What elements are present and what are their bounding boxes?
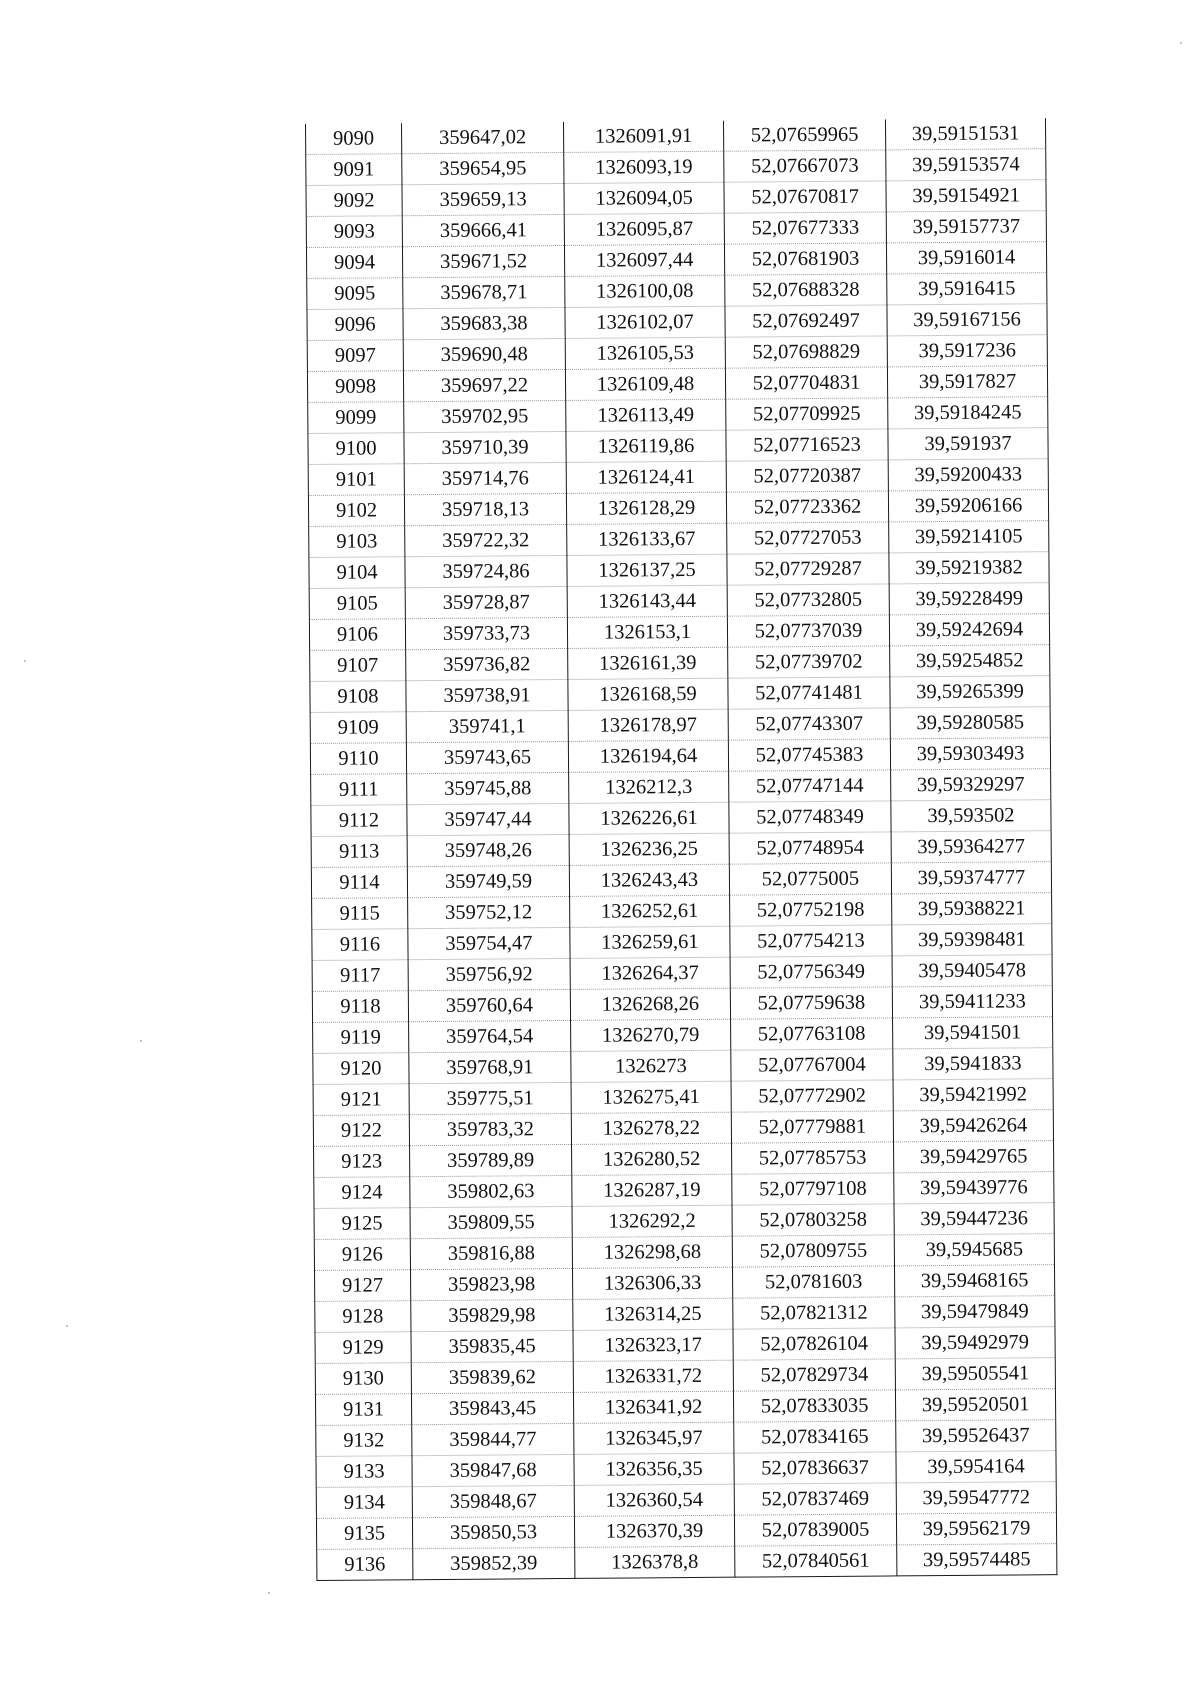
point-number-cell: 9097 <box>307 340 403 372</box>
point-number-cell: 9135 <box>316 1518 412 1550</box>
table-row <box>312 893 1052 930</box>
table-row <box>309 614 1049 651</box>
y-coordinate-cell: 1326278,22 <box>571 1112 731 1144</box>
point-number-cell: 9133 <box>316 1456 412 1488</box>
latitude-cell: 52,07743307 <box>728 708 890 740</box>
scan-speck <box>24 660 26 662</box>
table-row <box>313 1017 1053 1054</box>
point-number-cell: 9112 <box>311 805 407 837</box>
longitude-cell: 39,59388221 <box>892 893 1052 925</box>
x-coordinate-cell: 359690,48 <box>403 338 565 370</box>
point-number-cell: 9123 <box>314 1146 410 1178</box>
longitude-cell: 39,59151531 <box>885 118 1045 150</box>
longitude-cell: 39,59374777 <box>891 862 1051 894</box>
x-coordinate-cell: 359843,45 <box>411 1392 573 1424</box>
x-coordinate-cell: 359647,02 <box>401 122 563 154</box>
x-coordinate-cell: 359816,88 <box>410 1237 572 1269</box>
table-row <box>313 1048 1053 1085</box>
longitude-cell: 39,59505541 <box>895 1358 1055 1390</box>
point-number-cell: 9101 <box>308 464 404 496</box>
x-coordinate-cell: 359702,95 <box>404 400 566 432</box>
x-coordinate-cell: 359839,62 <box>411 1361 573 1393</box>
latitude-cell: 52,07834165 <box>734 1421 896 1453</box>
longitude-cell: 39,5945685 <box>894 1234 1054 1266</box>
longitude-cell: 39,59200433 <box>888 459 1048 491</box>
latitude-cell: 52,07709925 <box>726 398 888 430</box>
point-number-cell: 9104 <box>309 557 405 589</box>
latitude-cell: 52,07833035 <box>733 1390 895 1422</box>
longitude-cell: 39,59547772 <box>896 1482 1056 1514</box>
x-coordinate-cell: 359760,64 <box>408 989 570 1021</box>
table-row <box>307 366 1047 403</box>
table-row <box>307 304 1047 341</box>
latitude-cell: 52,07737039 <box>727 615 889 647</box>
x-coordinate-cell: 359749,59 <box>407 865 569 897</box>
latitude-cell: 52,07741481 <box>728 677 890 709</box>
latitude-cell: 52,07732805 <box>727 584 889 616</box>
longitude-cell: 39,59167156 <box>887 304 1047 336</box>
table-row <box>306 180 1046 217</box>
x-coordinate-cell: 359722,32 <box>405 524 567 556</box>
point-number-cell: 9096 <box>307 309 403 341</box>
y-coordinate-cell: 1326128,29 <box>566 492 726 524</box>
y-coordinate-cell: 1326259,61 <box>570 926 730 958</box>
x-coordinate-cell: 359743,65 <box>406 741 568 773</box>
scan-speck <box>1180 42 1182 44</box>
longitude-cell: 39,59153574 <box>886 149 1046 181</box>
latitude-cell: 52,07785753 <box>732 1142 894 1174</box>
longitude-cell: 39,59265399 <box>890 676 1050 708</box>
table-row <box>308 459 1048 496</box>
point-number-cell: 9094 <box>306 247 402 279</box>
y-coordinate-cell: 1326194,64 <box>568 740 728 772</box>
latitude-cell: 52,07723362 <box>726 491 888 523</box>
table-row <box>313 1079 1053 1116</box>
point-number-cell: 9117 <box>312 960 408 992</box>
longitude-cell: 39,593502 <box>891 800 1051 832</box>
table-row <box>312 955 1052 992</box>
latitude-cell: 52,07829734 <box>733 1359 895 1391</box>
point-number-cell: 9105 <box>309 588 405 620</box>
point-number-cell: 9090 <box>305 123 401 154</box>
table-row <box>315 1358 1055 1395</box>
longitude-cell: 39,59411233 <box>892 986 1052 1018</box>
y-coordinate-cell: 1326298,68 <box>572 1236 732 1268</box>
longitude-cell: 39,59520501 <box>895 1389 1055 1421</box>
x-coordinate-cell: 359738,91 <box>406 679 568 711</box>
table-row <box>306 211 1046 248</box>
longitude-cell: 39,59526437 <box>896 1420 1056 1452</box>
x-coordinate-cell: 359733,73 <box>405 617 567 649</box>
y-coordinate-cell: 1326268,26 <box>570 988 730 1020</box>
latitude-cell: 52,07688328 <box>725 274 887 306</box>
latitude-cell: 52,07727053 <box>727 522 889 554</box>
latitude-cell: 52,07692497 <box>725 305 887 337</box>
x-coordinate-cell: 359752,12 <box>408 896 570 928</box>
latitude-cell: 52,07729287 <box>727 553 889 585</box>
x-coordinate-cell: 359809,55 <box>410 1206 572 1238</box>
x-coordinate-cell: 359697,22 <box>403 369 565 401</box>
point-number-cell: 9132 <box>316 1425 412 1457</box>
x-coordinate-cell: 359671,52 <box>402 245 564 277</box>
latitude-cell: 52,07797108 <box>732 1173 894 1205</box>
latitude-cell: 52,07720387 <box>726 460 888 492</box>
y-coordinate-cell: 1326287,19 <box>572 1174 732 1206</box>
table-row <box>314 1234 1054 1271</box>
y-coordinate-cell: 1326275,41 <box>571 1081 731 1113</box>
longitude-cell: 39,59154921 <box>886 180 1046 212</box>
table-row <box>312 986 1052 1023</box>
point-number-cell: 9109 <box>310 712 406 744</box>
table-row <box>309 521 1049 558</box>
point-number-cell: 9115 <box>312 898 408 930</box>
longitude-cell: 39,59439776 <box>894 1172 1054 1204</box>
x-coordinate-cell: 359683,38 <box>403 307 565 339</box>
longitude-cell: 39,59398481 <box>892 924 1052 956</box>
latitude-cell: 52,07716523 <box>726 429 888 461</box>
y-coordinate-cell: 1326178,97 <box>568 709 728 741</box>
y-coordinate-cell: 1326280,52 <box>572 1143 732 1175</box>
table-row <box>308 397 1048 434</box>
y-coordinate-cell: 1326226,61 <box>569 802 729 834</box>
point-number-cell: 9114 <box>311 867 407 899</box>
longitude-cell: 39,59429765 <box>894 1141 1054 1173</box>
longitude-cell: 39,59303493 <box>890 738 1050 770</box>
latitude-cell: 52,07704831 <box>725 367 887 399</box>
table-row <box>316 1513 1056 1550</box>
latitude-cell: 52,07809755 <box>732 1235 894 1267</box>
latitude-cell: 52,07681903 <box>724 243 886 275</box>
table-row <box>314 1141 1054 1178</box>
y-coordinate-cell: 1326097,44 <box>564 244 724 276</box>
x-coordinate-cell: 359823,98 <box>411 1268 573 1300</box>
scan-speck <box>268 1592 270 1594</box>
y-coordinate-cell: 1326100,08 <box>565 275 725 307</box>
table-row <box>307 335 1047 372</box>
longitude-cell: 39,59492979 <box>895 1327 1055 1359</box>
table-row <box>310 707 1050 744</box>
longitude-cell: 39,59468165 <box>894 1265 1054 1297</box>
y-coordinate-cell: 1326252,61 <box>570 895 730 927</box>
longitude-cell: 39,59219382 <box>889 552 1049 584</box>
point-number-cell: 9122 <box>313 1115 409 1147</box>
table-row <box>314 1203 1054 1240</box>
x-coordinate-cell: 359848,67 <box>412 1485 574 1517</box>
x-coordinate-cell: 359764,54 <box>409 1020 571 1052</box>
x-coordinate-cell: 359802,63 <box>410 1175 572 1207</box>
x-coordinate-cell: 359847,68 <box>412 1454 574 1486</box>
latitude-cell: 52,07748349 <box>729 801 891 833</box>
y-coordinate-cell: 1326093,19 <box>564 151 724 183</box>
longitude-cell: 39,5916014 <box>886 242 1046 274</box>
x-coordinate-cell: 359768,91 <box>409 1051 571 1083</box>
y-coordinate-cell: 1326323,17 <box>573 1329 733 1361</box>
x-coordinate-cell: 359775,51 <box>409 1082 571 1114</box>
latitude-cell: 52,07840561 <box>735 1545 897 1577</box>
coordinates-table <box>305 118 1057 1581</box>
table-row <box>307 273 1047 310</box>
latitude-cell: 52,0781603 <box>732 1266 894 1298</box>
latitude-cell: 52,07739702 <box>728 646 890 678</box>
longitude-cell: 39,59206166 <box>888 490 1048 522</box>
longitude-cell: 39,59426264 <box>893 1110 1053 1142</box>
point-number-cell: 9131 <box>315 1394 411 1426</box>
latitude-cell: 52,07745383 <box>728 739 890 771</box>
point-number-cell: 9121 <box>313 1084 409 1116</box>
table-row <box>311 769 1051 806</box>
y-coordinate-cell: 1326105,53 <box>565 337 725 369</box>
longitude-cell: 39,59562179 <box>896 1513 1056 1545</box>
y-coordinate-cell: 1326168,59 <box>568 678 728 710</box>
x-coordinate-cell: 359714,76 <box>404 462 566 494</box>
latitude-cell: 52,07837469 <box>734 1483 896 1515</box>
y-coordinate-cell: 1326356,35 <box>574 1453 734 1485</box>
point-number-cell: 9103 <box>309 526 405 558</box>
latitude-cell: 52,07759638 <box>730 987 892 1019</box>
latitude-cell: 52,07659965 <box>723 119 885 151</box>
y-coordinate-cell: 1326378,8 <box>575 1546 735 1578</box>
x-coordinate-cell: 359718,13 <box>404 493 566 525</box>
latitude-cell: 52,07747144 <box>729 770 891 802</box>
longitude-cell: 39,5917236 <box>887 335 1047 367</box>
latitude-cell: 52,07677333 <box>724 212 886 244</box>
longitude-cell: 39,59254852 <box>890 645 1050 677</box>
y-coordinate-cell: 1326094,05 <box>564 182 724 214</box>
point-number-cell: 9098 <box>307 371 403 403</box>
table-row <box>310 645 1050 682</box>
longitude-cell: 39,5941833 <box>893 1048 1053 1080</box>
table-row <box>311 800 1051 837</box>
longitude-cell: 39,59184245 <box>888 397 1048 429</box>
point-number-cell: 9120 <box>313 1053 409 1085</box>
y-coordinate-cell: 1326143,44 <box>567 585 727 617</box>
y-coordinate-cell: 1326243,43 <box>569 864 729 896</box>
y-coordinate-cell: 1326119,86 <box>566 430 726 462</box>
point-number-cell: 9092 <box>306 185 402 217</box>
longitude-cell: 39,59157737 <box>886 211 1046 243</box>
longitude-cell: 39,59479849 <box>895 1296 1055 1328</box>
x-coordinate-cell: 359678,71 <box>403 276 565 308</box>
x-coordinate-cell: 359783,32 <box>409 1113 571 1145</box>
longitude-cell: 39,5917827 <box>887 366 1047 398</box>
longitude-cell: 39,5916415 <box>887 273 1047 305</box>
latitude-cell: 52,07763108 <box>731 1018 893 1050</box>
x-coordinate-cell: 359748,26 <box>407 834 569 866</box>
longitude-cell: 39,59228499 <box>889 583 1049 615</box>
longitude-cell: 39,59447236 <box>894 1203 1054 1235</box>
y-coordinate-cell: 1326314,25 <box>573 1298 733 1330</box>
point-number-cell: 9111 <box>311 774 407 806</box>
longitude-cell: 39,59574485 <box>897 1544 1057 1576</box>
x-coordinate-cell: 359736,82 <box>406 648 568 680</box>
point-number-cell: 9118 <box>312 991 408 1023</box>
table-row <box>310 738 1050 775</box>
longitude-cell: 39,59405478 <box>892 955 1052 987</box>
latitude-cell: 52,07839005 <box>734 1514 896 1546</box>
table-row <box>309 583 1049 620</box>
point-number-cell: 9110 <box>310 743 406 775</box>
latitude-cell: 52,0775005 <box>729 863 891 895</box>
x-coordinate-cell: 359654,95 <box>402 152 564 184</box>
point-number-cell: 9116 <box>312 929 408 961</box>
table-row <box>315 1327 1055 1364</box>
point-number-cell: 9095 <box>307 278 403 310</box>
table-row <box>312 924 1052 961</box>
scan-speck <box>66 1325 68 1327</box>
y-coordinate-cell: 1326306,33 <box>572 1267 732 1299</box>
table-row <box>306 242 1046 279</box>
y-coordinate-cell: 1326095,87 <box>564 213 724 245</box>
longitude-cell: 39,59329297 <box>891 769 1051 801</box>
latitude-cell: 52,07779881 <box>731 1111 893 1143</box>
latitude-cell: 52,07748954 <box>729 832 891 864</box>
table-row <box>317 1544 1057 1581</box>
x-coordinate-cell: 359754,47 <box>408 927 570 959</box>
table-row <box>306 149 1046 186</box>
latitude-cell: 52,07756349 <box>730 956 892 988</box>
point-number-cell: 9127 <box>315 1270 411 1302</box>
table-row <box>315 1296 1055 1333</box>
x-coordinate-cell: 359724,86 <box>405 555 567 587</box>
y-coordinate-cell: 1326273 <box>571 1050 731 1082</box>
y-coordinate-cell: 1326264,37 <box>570 957 730 989</box>
x-coordinate-cell: 359659,13 <box>402 183 564 215</box>
point-number-cell: 9124 <box>314 1177 410 1209</box>
latitude-cell: 52,07803258 <box>732 1204 894 1236</box>
point-number-cell: 9106 <box>309 619 405 651</box>
y-coordinate-cell: 1326102,07 <box>565 306 725 338</box>
x-coordinate-cell: 359756,92 <box>408 958 570 990</box>
y-coordinate-cell: 1326345,97 <box>574 1422 734 1454</box>
table-row <box>309 552 1049 589</box>
point-number-cell: 9130 <box>315 1363 411 1395</box>
table-row <box>313 1110 1053 1147</box>
y-coordinate-cell: 1326137,25 <box>567 554 727 586</box>
coordinates-table-body <box>305 118 1056 1580</box>
y-coordinate-cell: 1326113,49 <box>566 399 726 431</box>
x-coordinate-cell: 359747,44 <box>407 803 569 835</box>
latitude-cell: 52,07826104 <box>733 1328 895 1360</box>
latitude-cell: 52,07670817 <box>724 181 886 213</box>
latitude-cell: 52,07667073 <box>724 150 886 182</box>
longitude-cell: 39,591937 <box>888 428 1048 460</box>
y-coordinate-cell: 1326292,2 <box>572 1205 732 1237</box>
point-number-cell: 9134 <box>316 1487 412 1519</box>
x-coordinate-cell: 359745,88 <box>407 772 569 804</box>
longitude-cell: 39,5941501 <box>893 1017 1053 1049</box>
x-coordinate-cell: 359728,87 <box>405 586 567 618</box>
table-row <box>310 676 1050 713</box>
y-coordinate-cell: 1326161,39 <box>568 647 728 679</box>
table-row <box>311 862 1051 899</box>
longitude-cell: 39,59242694 <box>889 614 1049 646</box>
point-number-cell: 9126 <box>314 1239 410 1271</box>
longitude-cell: 39,59364277 <box>891 831 1051 863</box>
x-coordinate-cell: 359710,39 <box>404 431 566 463</box>
y-coordinate-cell: 1326236,25 <box>569 833 729 865</box>
y-coordinate-cell: 1326360,54 <box>574 1484 734 1516</box>
latitude-cell: 52,07698829 <box>725 336 887 368</box>
latitude-cell: 52,07772902 <box>731 1080 893 1112</box>
point-number-cell: 9091 <box>306 154 402 186</box>
x-coordinate-cell: 359741,1 <box>406 710 568 742</box>
y-coordinate-cell: 1326091,91 <box>563 121 723 153</box>
x-coordinate-cell: 359852,39 <box>413 1547 575 1579</box>
table-row <box>315 1265 1055 1302</box>
x-coordinate-cell: 359850,53 <box>412 1516 574 1548</box>
latitude-cell: 52,07767004 <box>731 1049 893 1081</box>
y-coordinate-cell: 1326133,67 <box>567 523 727 555</box>
point-number-cell: 9119 <box>313 1022 409 1054</box>
y-coordinate-cell: 1326109,48 <box>565 368 725 400</box>
table-row <box>305 118 1045 154</box>
x-coordinate-cell: 359666,41 <box>402 214 564 246</box>
y-coordinate-cell: 1326124,41 <box>566 461 726 493</box>
longitude-cell: 39,59280585 <box>890 707 1050 739</box>
point-number-cell: 9125 <box>314 1208 410 1240</box>
point-number-cell: 9102 <box>308 495 404 527</box>
table-row <box>314 1172 1054 1209</box>
table-row <box>316 1451 1056 1488</box>
y-coordinate-cell: 1326341,92 <box>573 1391 733 1423</box>
longitude-cell: 39,5954164 <box>896 1451 1056 1483</box>
y-coordinate-cell: 1326212,3 <box>569 771 729 803</box>
point-number-cell: 9108 <box>310 681 406 713</box>
scan-speck <box>140 1040 142 1042</box>
x-coordinate-cell: 359789,89 <box>410 1144 572 1176</box>
table-row <box>315 1389 1055 1426</box>
table-row <box>308 428 1048 465</box>
longitude-cell: 39,59214105 <box>889 521 1049 553</box>
latitude-cell: 52,07752198 <box>730 894 892 926</box>
latitude-cell: 52,07836637 <box>734 1452 896 1484</box>
y-coordinate-cell: 1326370,39 <box>574 1515 734 1547</box>
longitude-cell: 39,59421992 <box>893 1079 1053 1111</box>
x-coordinate-cell: 359844,77 <box>412 1423 574 1455</box>
table-row <box>311 831 1051 868</box>
x-coordinate-cell: 359829,98 <box>411 1299 573 1331</box>
table-row <box>316 1482 1056 1519</box>
y-coordinate-cell: 1326153,1 <box>567 616 727 648</box>
point-number-cell: 9107 <box>310 650 406 682</box>
latitude-cell: 52,07821312 <box>733 1297 895 1329</box>
point-number-cell: 9093 <box>306 216 402 248</box>
x-coordinate-cell: 359835,45 <box>411 1330 573 1362</box>
table-row <box>308 490 1048 527</box>
point-number-cell: 9100 <box>308 433 404 465</box>
point-number-cell: 9099 <box>308 402 404 434</box>
latitude-cell: 52,07754213 <box>730 925 892 957</box>
point-number-cell: 9136 <box>317 1549 413 1581</box>
table-row <box>316 1420 1056 1457</box>
y-coordinate-cell: 1326331,72 <box>573 1360 733 1392</box>
point-number-cell: 9113 <box>311 836 407 868</box>
point-number-cell: 9129 <box>315 1332 411 1364</box>
y-coordinate-cell: 1326270,79 <box>571 1019 731 1051</box>
point-number-cell: 9128 <box>315 1301 411 1333</box>
